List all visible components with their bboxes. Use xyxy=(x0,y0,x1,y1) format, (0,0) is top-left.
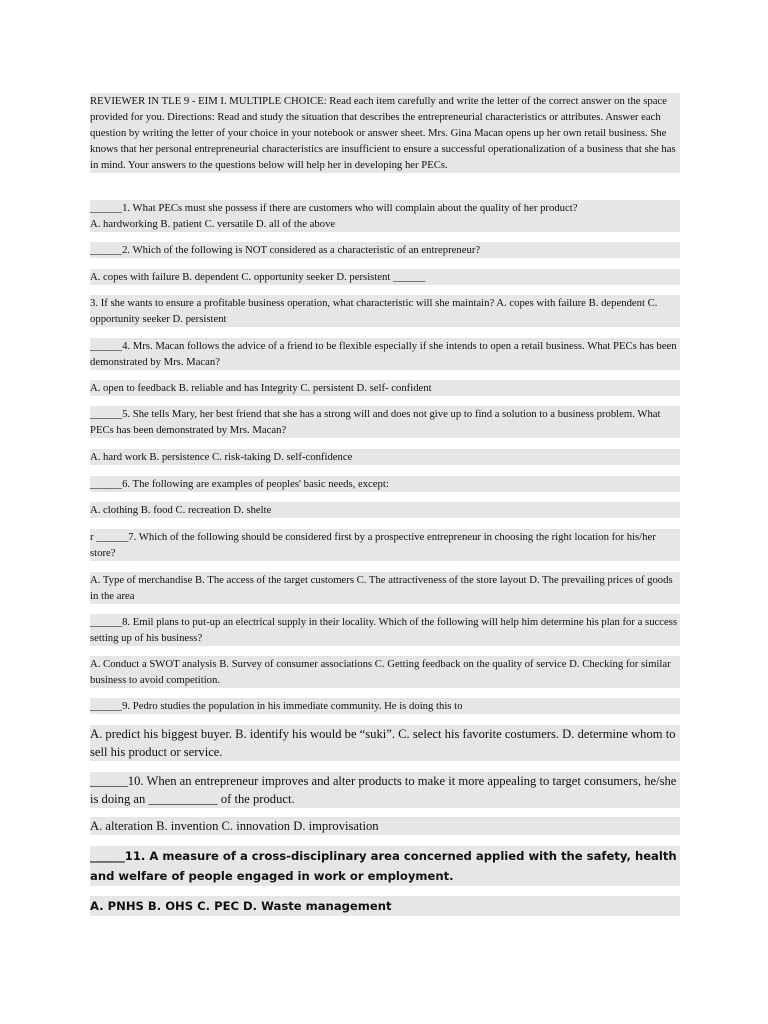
answer-choices-10: A. alteration B. invention C. innovation D. improvisation xyxy=(90,817,680,835)
answer-choices-2: A. copes with failure B. dependent C. opportunity seeker D. persistent ______ xyxy=(90,269,680,285)
question-7: r ______7. Which of the following should be considered first by a prospective entrepreneur in choosing the right location for his/her store? xyxy=(90,529,680,561)
question-8: ______8. Emil plans to put-up an electrical supply in their locality. Which of the following will help him determine his plan for a success setting up of his business? xyxy=(90,614,680,646)
answer-choices-9: A. predict his biggest buyer. B. identify his would be “suki”. C. select his favorite costumers. D. determine whom to sell his product or service. xyxy=(90,725,680,761)
question-9: ______9. Pedro studies the population in his immediate community. He is doing this to xyxy=(90,698,680,714)
question-10: ______10. When an entrepreneur improves and alter products to make it more appealing to target consumers, he/she is doing an ___________ of the product. xyxy=(90,772,680,808)
question-11: ______11. A measure of a cross-disciplinary area concerned applied with the safety, health and welfare of people engaged in work or employment. xyxy=(90,846,680,886)
question-3: 3. If she wants to ensure a profitable business operation, what characteristic will she maintain? A. copes with failure B. dependent C. opportunity seeker D. persistent xyxy=(90,295,680,327)
question-1: ______1. What PECs must she possess if there are customers who will complain about the quality of her product? xyxy=(90,200,680,216)
answer-choices-7: A. Type of merchandise B. The access of the target customers C. The attractiveness of the store layout D. The prevailing prices of goods in the area xyxy=(90,572,680,604)
answer-choices-8: A. Conduct a SWOT analysis B. Survey of consumer associations C. Getting feedback on the quality of service D. Checking for similar business to avoid competition. xyxy=(90,656,680,688)
intro-paragraph: REVIEWER IN TLE 9 - EIM I. MULTIPLE CHOICE: Read each item carefully and write the letter of the correct answer on the space provided for you. Directions: Read and study the situation that describes the entrepreneurial characteristics or attributes. Answer each question by writing the letter of your choice in your notebook or answer sheet. Mrs. Gina Macan opens up her own retail business. She knows that her personal entrepreneurial characteristics are insufficient to ensure a successful operationalization of a business that she has in mind. Your answers to the questions below will help her in developing her PECs. xyxy=(90,93,680,173)
answer-choices-6: A. clothing B. food C. recreation D. shelte xyxy=(90,502,680,518)
answer-choices-11: A. PNHS B. OHS C. PEC D. Waste management xyxy=(90,896,680,916)
answer-choices-5: A. hard work B. persistence C. risk-taking D. self-confidence xyxy=(90,449,680,465)
answer-choices-4: A. open to feedback B. reliable and has Integrity C. persistent D. self- confident xyxy=(90,380,680,396)
answer-choices-1: A. hardworking B. patient C. versatile D. all of the above xyxy=(90,216,680,232)
question-5: ______5. She tells Mary, her best friend that she has a strong will and does not give up to find a solution to a business problem. What PECs has been demonstrated by Mrs. Macan? xyxy=(90,406,680,438)
question-4: ______4. Mrs. Macan follows the advice of a friend to be flexible especially if she intends to open a retail business. What PECs has been demonstrated by Mrs. Macan? xyxy=(90,338,680,370)
question-6: ______6. The following are examples of peoples' basic needs, except: xyxy=(90,476,680,492)
question-2: ______2. Which of the following is NOT considered as a characteristic of an entrepreneur? xyxy=(90,242,680,258)
